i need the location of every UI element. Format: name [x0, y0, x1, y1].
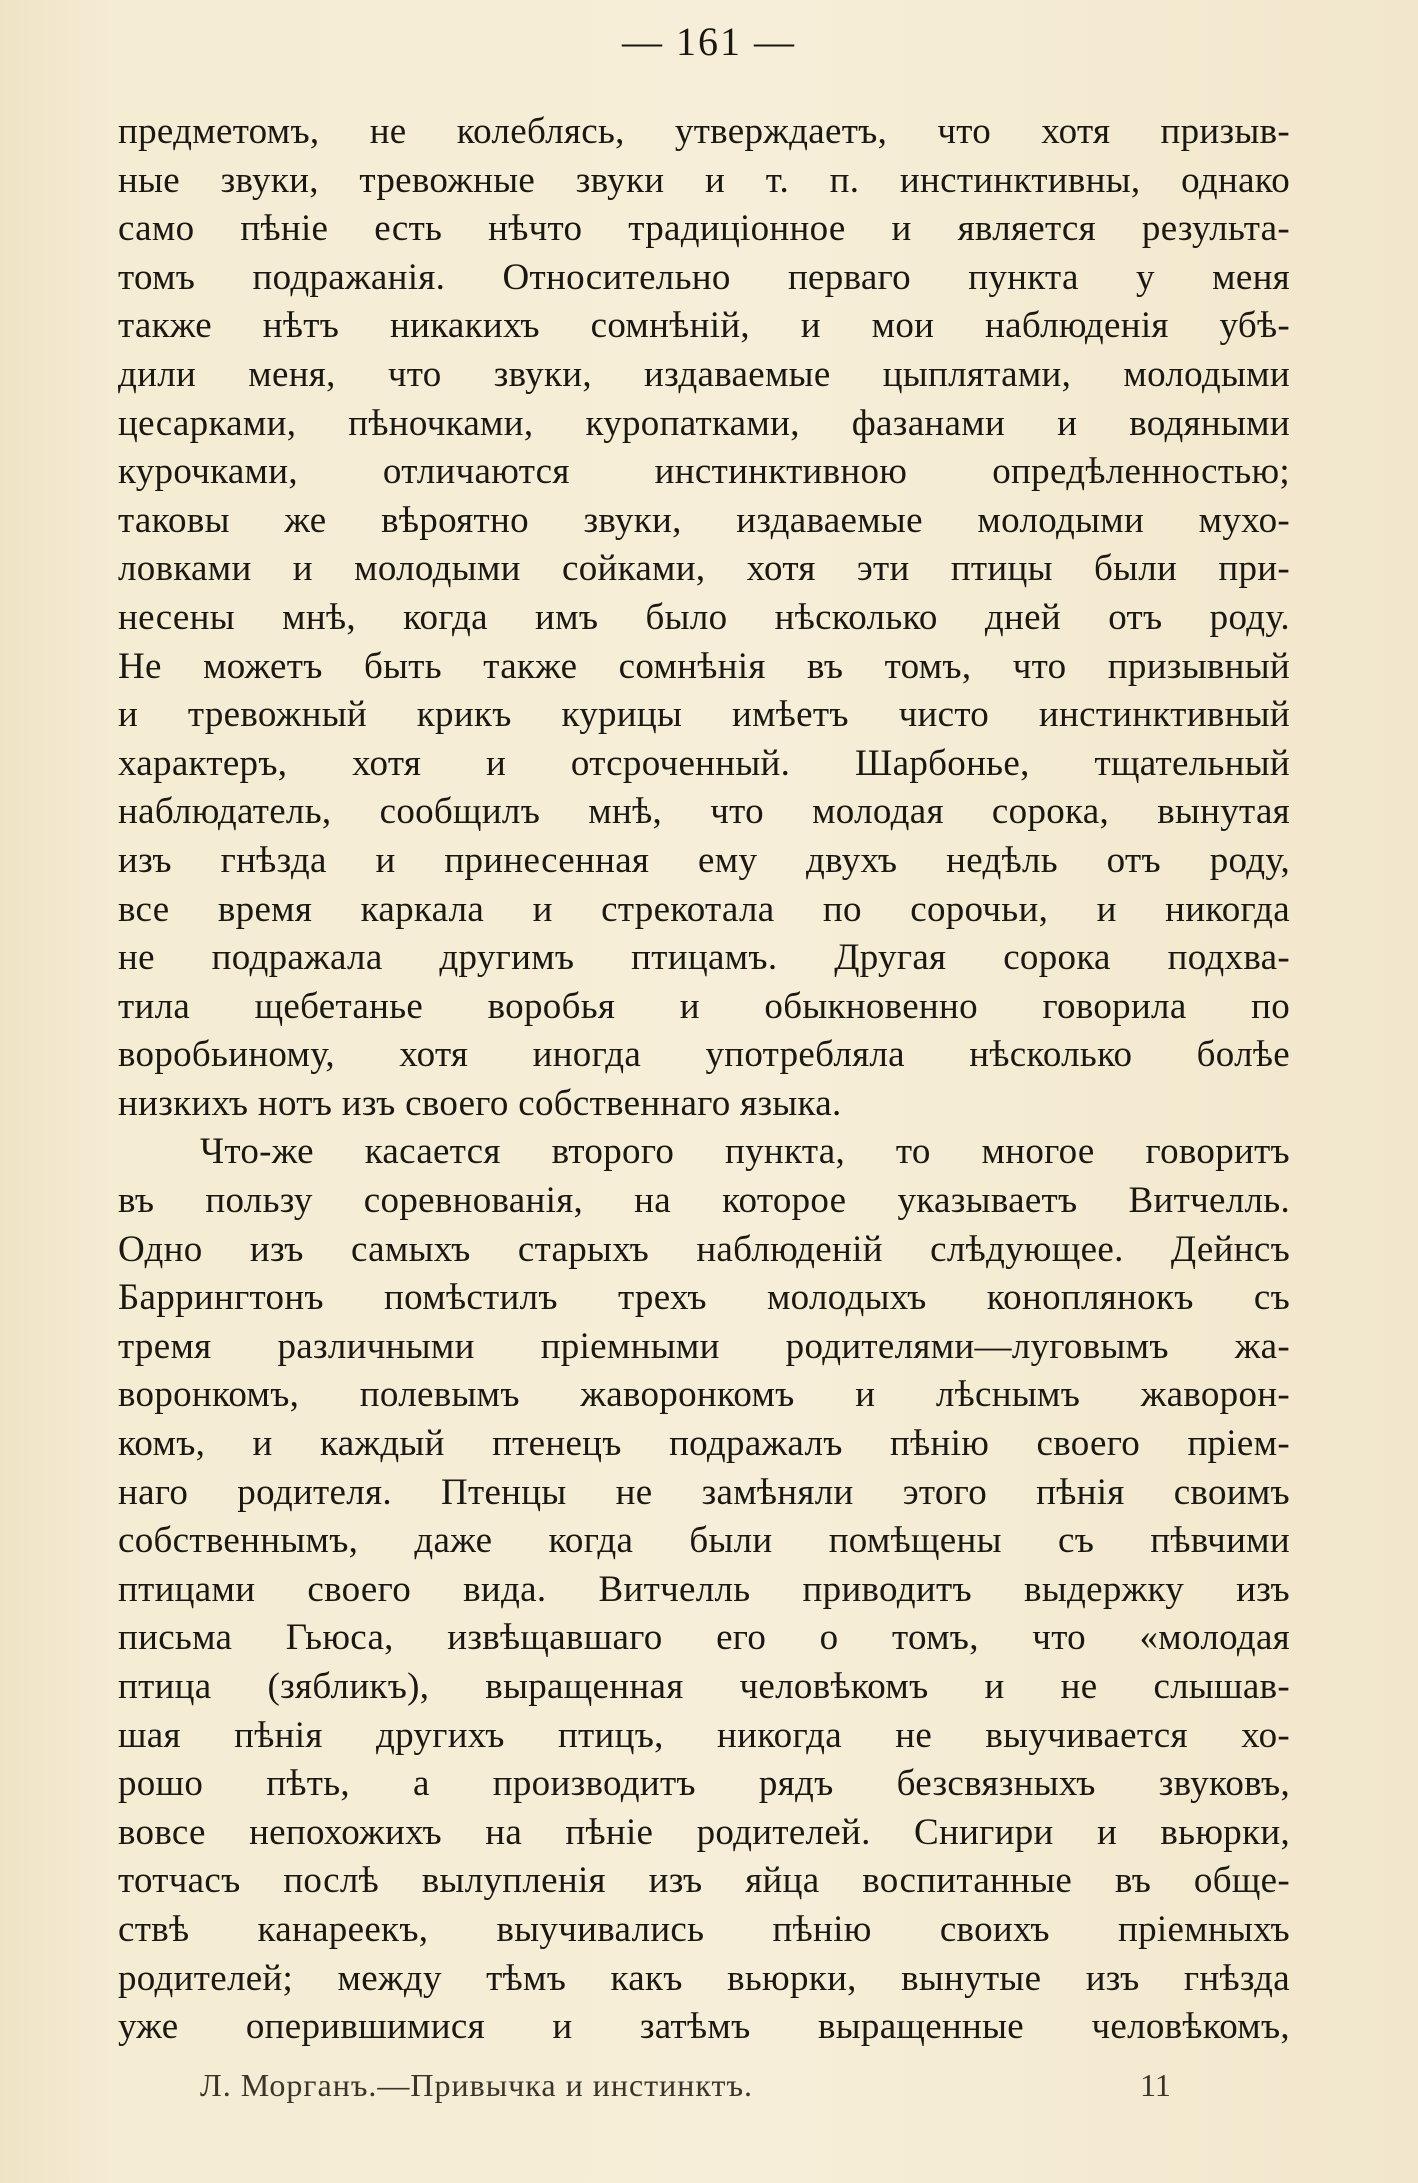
text-line: птицами своего вида. Витчелль приводитъ выдержку изъ — [118, 1568, 1290, 1610]
text-line: таковы же вѣроятно звуки, издаваемые молодыми мухо- — [118, 499, 1290, 541]
text-line: воронкомъ, полевымъ жаворонкомъ и лѣснымъ жаворон- — [118, 1374, 1290, 1416]
text-line: цесарками, пѣночками, куропатками, фазанами и водяными — [118, 402, 1290, 444]
body-text — [118, 108, 1290, 2052]
text-line: низкихъ нотъ изъ своего собственнаго языка. — [118, 1082, 842, 1124]
text-line: и тревожный крикъ курицы имѣетъ чисто инстинктивный — [118, 694, 1290, 736]
text-line: курочками, отличаются инстинктивною опредѣленностью; — [118, 451, 1290, 493]
signature-mark: 11 — [1140, 2067, 1171, 2103]
text-line: воробьиному, хотя иногда употребляла нѣсколько болѣе — [118, 1034, 1290, 1076]
footer-title: Л. Морганъ.—Привычка и инстинктъ. — [200, 2067, 754, 2103]
text-line: шая пѣнія другихъ птицъ, никогда не выучивается хо- — [118, 1714, 1290, 1756]
text-line: томъ подражанія. Относительно перваго пункта у меня — [118, 256, 1290, 298]
text-line: письма Гьюса, извѣщавшаго его о томъ, что «молодая — [118, 1617, 1290, 1659]
text-line: само пѣніе есть нѣчто традиціонное и является результа- — [118, 208, 1290, 250]
text-line: рошо пѣть, а производитъ рядъ безсвязныхъ звуковъ, — [118, 1763, 1290, 1805]
text-line: Одно изъ самыхъ старыхъ наблюденій слѣдующее. Дейнсъ — [118, 1228, 1290, 1270]
text-line: характеръ, хотя и отсроченный. Шарбонье, тщательный — [118, 742, 1290, 784]
text-line: наблюдатель, сообщилъ мнѣ, что молодая сорока, вынутая — [118, 791, 1290, 833]
text-line: Не можетъ быть также сомнѣнія въ томъ, что призывный — [118, 645, 1290, 687]
text-line: комъ, и каждый птенецъ подражалъ пѣнію своего пріем- — [118, 1423, 1290, 1465]
text-line: уже оперившимися и затѣмъ выращенные человѣкомъ, — [118, 2006, 1290, 2048]
text-line: собственнымъ, даже когда были помѣщены съ пѣвчими — [118, 1520, 1290, 1562]
paragraph-first-line: Что-же касается второго пункта, то многое говоритъ — [200, 1131, 1290, 1173]
text-line: все время каркала и стрекотала по сорочьи, и никогда — [118, 888, 1290, 930]
text-line: тотчасъ послѣ вылупленія изъ яйца воспитанные въ обще- — [118, 1860, 1290, 1902]
text-line: также нѣтъ никакихъ сомнѣній, и мои наблюденія убѣ- — [118, 305, 1290, 347]
page-footer — [0, 2060, 1418, 2110]
text-line: въ пользу соревнованія, на которое указываетъ Витчелль. — [118, 1180, 1290, 1222]
text-line: несены мнѣ, когда имъ было нѣсколько дней отъ роду. — [118, 596, 1290, 638]
text-line: изъ гнѣзда и принесенная ему двухъ недѣль отъ роду, — [118, 839, 1290, 881]
text-line: Баррингтонъ помѣстилъ трехъ молодыхъ коноплянокъ съ — [118, 1277, 1290, 1319]
text-line: не подражала другимъ птицамъ. Другая сорока подхва- — [118, 937, 1290, 979]
text-line: дили меня, что звуки, издаваемые цыплятами, молодыми — [118, 353, 1290, 395]
text-line: наго родителя. Птенцы не замѣняли этого пѣнія своимъ — [118, 1471, 1290, 1513]
text-line: тремя различными пріемными родителями—луговымъ жа- — [118, 1325, 1290, 1367]
text-line: птица (зябликъ), выращенная человѣкомъ и не слышав- — [118, 1666, 1290, 1707]
text-line: тила щебетанье воробья и обыкновенно говорила по — [118, 985, 1290, 1027]
text-line: ные звуки, тревожные звуки и т. п. инстинктивны, однако — [118, 159, 1290, 201]
text-line: родителей; между тѣмъ какъ вьюрки, вынутые изъ гнѣзда — [118, 1957, 1290, 1999]
text-line: вовсе непохожихъ на пѣніе родителей. Снигири и вьюрки, — [118, 1811, 1290, 1853]
page-number: — 161 — — [622, 19, 796, 64]
text-line: ловками и молодыми сойками, хотя эти птицы были при- — [118, 548, 1290, 590]
text-line: ствѣ канареекъ, выучивались пѣнію своихъ пріемныхъ — [118, 1908, 1290, 1950]
text-line: предметомъ, не колеблясь, утверждаетъ, что хотя призыв- — [118, 111, 1290, 152]
